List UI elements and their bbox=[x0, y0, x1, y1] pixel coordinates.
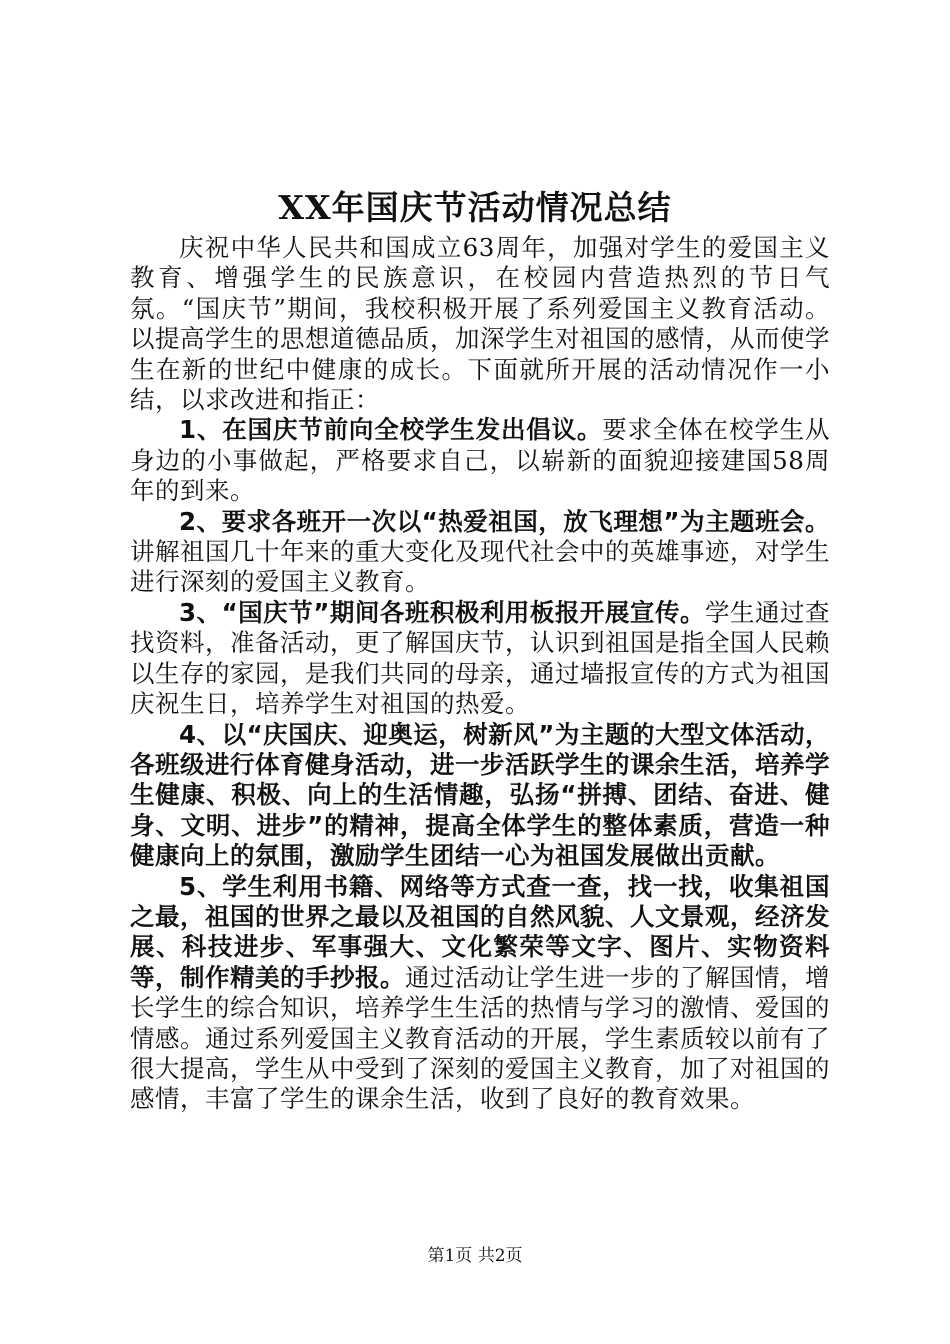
item-3-lead: 3、“国庆节”期间各班积极利用板报开展宣传。 bbox=[179, 597, 705, 627]
item-paragraph-3 bbox=[130, 598, 830, 720]
item-4-lead: 4、以“庆国庆、迎奥运，树新风”为主题的大型文体活动，各班级进行体育健身活动，进一步活跃学生的课余生活，培养学生健康、积极、向上的生活情趣，弘扬“拼搏、团结、奋进、健身、文明、进步”的精神，提高全体学生的整体素质，营造一种健康向上的氛围，激励学生团结一心为祖国发展做出贡献。 bbox=[130, 719, 830, 871]
item-paragraph-1 bbox=[130, 415, 830, 506]
item-paragraph-2 bbox=[130, 507, 830, 598]
item-2-text: 讲解祖国几十年来的重大变化及现代社会中的英雄事迹，对学生进行深刻的爱国主义教育。 bbox=[130, 537, 830, 597]
page-footer: 第1页 共2页 bbox=[427, 1246, 523, 1266]
item-3-text: 学生通过查找资料，准备活动，更了解国庆节，认识到祖国是指全国人民赖以生存的家园，是我们共同的母亲，通过墙报宣传的方式为祖国庆祝生日，培养学生对祖国的热爱。 bbox=[130, 597, 831, 719]
item-5-lead: 5、学生利用书籍、网络等方式查一查，找一找，收集祖国之最，祖国的世界之最以及祖国的自然风貌、人文景观，经济发展、科技进步、军事强大、文化繁荣等文字、图片、实物资料等，制作精美的手抄报。 bbox=[130, 871, 830, 992]
intro-paragraph: 庆祝中华人民共和国成立63周年，加强对学生的爱国主义教育、增强学生的民族意识，在校园内营造热烈的节日气氛。“国庆节”期间，我校积极开展了系列爱国主义教育活动。以提高学生的思想道德品质，加深学生对祖国的感情，从而使学生在新的世纪中健康的成长。下面就所开展的活动情况作一小结，以求改进和指正： bbox=[130, 233, 830, 415]
document-title: XX年国庆节活动情况总结 bbox=[278, 188, 672, 227]
document-body bbox=[130, 233, 830, 1115]
item-2-lead: 2、要求各班开一次以“热爱祖国，放飞理想”为主题班会。 bbox=[179, 506, 830, 536]
item-5-text: 通过活动让学生进一步的了解国情，增长学生的综合知识，培养学生生活的热情与学习的激情、爱国的情感。通过系列爱国主义教育活动的开展，学生素质较以前有了很大提高，学生从中受到了深刻的爱国主义教育，加了对祖国的感情，丰富了学生的课余生活，收到了良好的教育效果。 bbox=[130, 962, 830, 1114]
item-paragraph-4 bbox=[130, 720, 830, 872]
item-paragraph-5 bbox=[130, 872, 830, 1115]
item-1-lead: 1、在国庆节前向全校学生发出倡议。 bbox=[179, 415, 603, 445]
item-1-text: 要求全体在校学生从身边的小事做起，严格要求自己，以崭新的面貌迎接建国58周年的到来。 bbox=[130, 415, 831, 506]
